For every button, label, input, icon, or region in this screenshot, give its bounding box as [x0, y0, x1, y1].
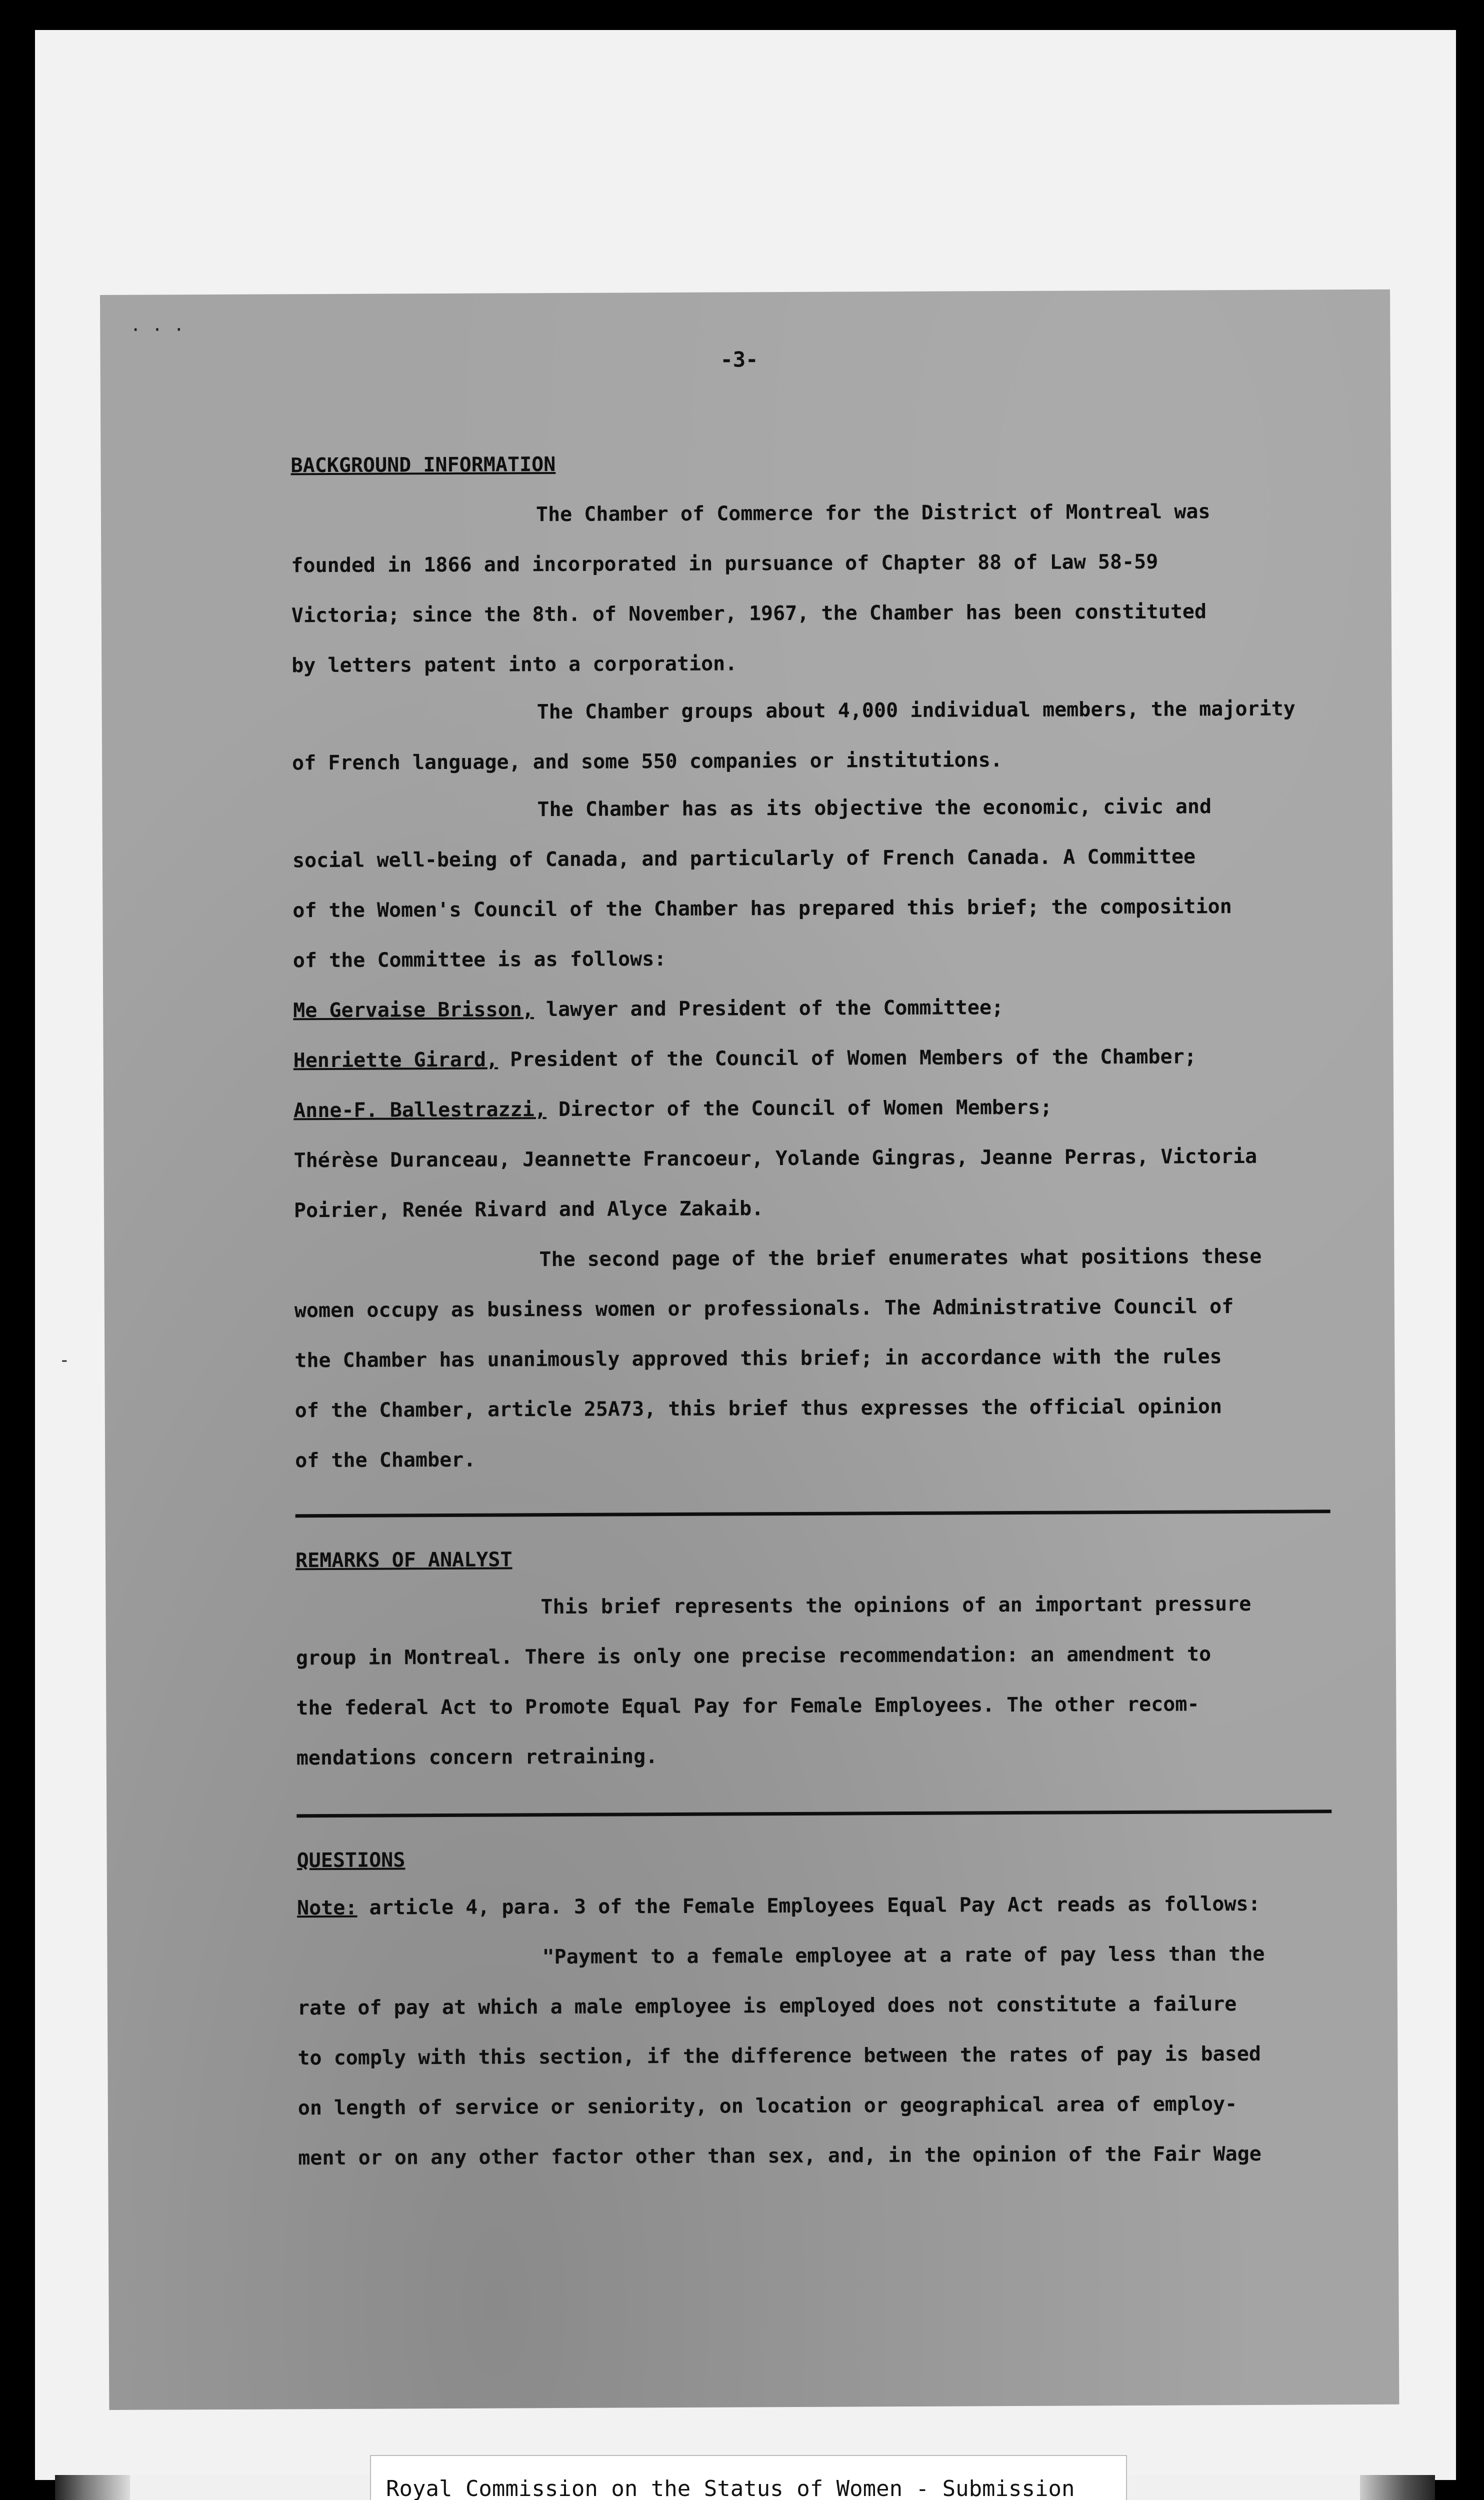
text-line: This brief represents the opinions of an important pressure: [540, 1592, 1252, 1619]
committee-member: [294, 1045, 1196, 1072]
remarks-heading: REMARKS OF ANALYST: [295, 1548, 512, 1572]
questions-heading: QUESTIONS: [296, 1848, 406, 1872]
text-line: the Chamber has unanimously approved this brief; in accordance with the rules: [294, 1345, 1222, 1372]
label-line-1: Royal Commission on the Status of Women - Submission: [386, 2476, 1075, 2500]
text-line: by letters patent into a corporation.: [292, 652, 738, 678]
text-line: Victoria; since the 8th. of November, 1967, the Chamber has been constituted: [291, 600, 1207, 628]
section-divider: [296, 1510, 1330, 1518]
text-line: mendations concern retraining.: [296, 1745, 658, 1770]
text-line: The Chamber groups about 4,000 individual members, the majority: [536, 697, 1296, 724]
committee-member: [293, 996, 1004, 1022]
text-line: of the Committee is as follows:: [292, 948, 666, 972]
text-line: the federal Act to Promote Equal Pay for Female Employees. The other recom-: [296, 1692, 1200, 1720]
text-line: women occupy as business women or professionals. The Administrative Council of: [294, 1295, 1234, 1322]
text-line: of the Women's Council of the Chamber has prepared this brief; the composition: [292, 895, 1232, 922]
text-line: founded in 1866 and incorporated in pursuance of Chapter 88 of Law 58-59: [291, 550, 1158, 578]
text-line: of French language, and some 550 companies or institutions.: [292, 748, 1003, 775]
quote-line: to comply with this section, if the difference between the rates of pay is based: [298, 2042, 1262, 2070]
text-line: group in Montreal. There is only one precise recommendation: an amendment to: [296, 1642, 1212, 1670]
committee-member: [294, 1096, 1052, 1122]
background-heading: BACKGROUND INFORMATION: [290, 453, 556, 478]
film-edge-left: [55, 2475, 130, 2500]
text-line: The Chamber has as its objective the economic, civic and: [537, 795, 1212, 822]
text-line: of the Chamber, article 25A73, this brief thus expresses the official opinion: [294, 1395, 1222, 1422]
section-divider: [296, 1810, 1332, 1818]
quote-line: rate of pay at which a male employee is employed does not constitute a failure: [297, 1992, 1237, 2020]
document-page: [100, 290, 1399, 2410]
text-line: The second page of the brief enumerates what positions these: [539, 1244, 1262, 1272]
page-number: -3-: [720, 347, 758, 372]
member-role: lawyer and President of the Committee;: [534, 996, 1004, 1022]
text-line: Thérèse Duranceau, Jeannette Francoeur, Yolande Gingras, Jeanne Perras, Victoria: [294, 1144, 1258, 1172]
member-name: Henriette Girard,: [293, 1048, 498, 1072]
quote-line: ment or on any other factor other than sex, and, in the opinion of the Fair Wage: [298, 2142, 1262, 2170]
film-edge-right: [1360, 2475, 1435, 2500]
margin-mark: ‐: [59, 1350, 70, 1370]
text-line: of the Chamber.: [295, 1448, 476, 1472]
archive-reference-label: [370, 2455, 1127, 2500]
text-line: The Chamber of Commerce for the District of Montreal was: [536, 500, 1210, 526]
member-role: President of the Council of Women Members of the Chamber;: [498, 1045, 1196, 1072]
corner-mark: · · ·: [130, 320, 184, 340]
quote-line: "Payment to a female employee at a rate of pay less than the: [542, 1942, 1265, 1969]
member-role: Director of the Council of Women Members;: [546, 1096, 1052, 1122]
member-name: Me Gervaise Brisson,: [293, 998, 534, 1022]
note-text: article 4, para. 3 of the Female Employees Equal Pay Act reads as follows:: [357, 1892, 1260, 1920]
note-label: Note:: [296, 1896, 358, 1920]
quote-line: on length of service or seniority, on location or geographical area of employ-: [298, 2092, 1238, 2120]
text-line: social well-being of Canada, and particularly of French Canada. A Committee: [292, 845, 1196, 872]
member-name: Anne-F. Ballestrazzi,: [294, 1098, 546, 1122]
text-line: Poirier, Renée Rivard and Alyce Zakaib.: [294, 1197, 764, 1222]
note-line: [297, 1892, 1260, 1920]
